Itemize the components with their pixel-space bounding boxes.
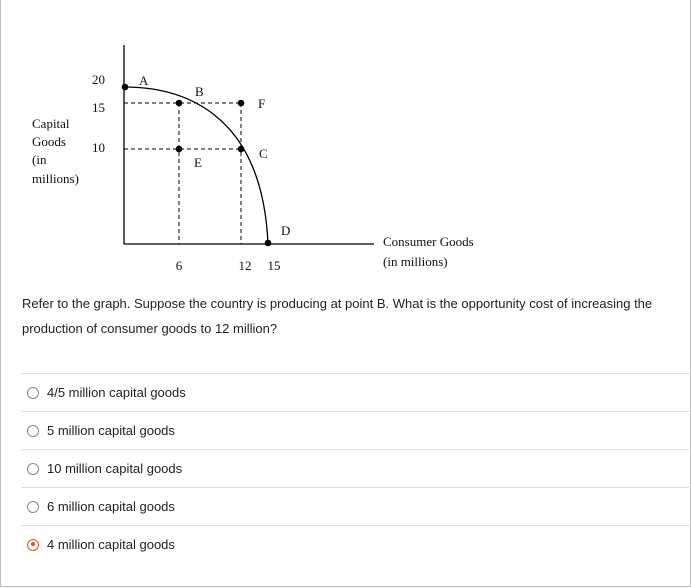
answer-option[interactable] bbox=[21, 449, 691, 487]
x-axis-label: Consumer Goods bbox=[383, 234, 474, 249]
answer-option[interactable] bbox=[21, 525, 691, 563]
point-e-dot bbox=[176, 146, 183, 153]
point-label-f: F bbox=[258, 96, 266, 111]
y-tick-label: 10 bbox=[92, 140, 105, 155]
answer-option[interactable] bbox=[21, 373, 691, 411]
question-text: Refer to the graph. Suppose the country is producing at point B. What is the opportunity cost of increasing the production of consumer goods to 12 million? bbox=[22, 296, 653, 336]
point-label-b: B bbox=[195, 84, 204, 99]
point-label-a: A bbox=[139, 73, 149, 88]
radio-button[interactable] bbox=[27, 539, 39, 551]
x-tick-label: 12 bbox=[238, 258, 252, 273]
point-label-d: D bbox=[281, 223, 291, 238]
answer-option-label: 6 million capital goods bbox=[47, 499, 175, 514]
y-axis-label: Capital bbox=[32, 116, 70, 131]
radio-button[interactable] bbox=[27, 463, 39, 475]
y-tick-label: 20 bbox=[92, 72, 105, 87]
y-axis-label: millions) bbox=[32, 171, 79, 186]
x-tick-label: 15 bbox=[267, 258, 281, 273]
y-axis-label: (in bbox=[32, 152, 47, 167]
answer-option-label: 4 million capital goods bbox=[47, 537, 175, 552]
point-label-e: E bbox=[194, 155, 202, 170]
answer-option-label: 10 million capital goods bbox=[47, 461, 183, 476]
answer-option-label: 4/5 million capital goods bbox=[47, 385, 186, 400]
point-c-dot bbox=[238, 146, 245, 153]
radio-button[interactable] bbox=[27, 425, 39, 437]
point-f-dot bbox=[238, 100, 245, 107]
radio-button[interactable] bbox=[27, 387, 39, 399]
radio-button[interactable] bbox=[27, 501, 39, 513]
x-axis-label: (in millions) bbox=[383, 254, 448, 269]
answer-option[interactable] bbox=[21, 487, 691, 525]
ppf-graph bbox=[0, 0, 691, 290]
guide-lines bbox=[124, 103, 241, 244]
point-d-dot bbox=[265, 240, 272, 247]
point-a-dot bbox=[122, 84, 129, 91]
answer-options bbox=[21, 373, 691, 563]
x-tick-label: 6 bbox=[175, 258, 183, 273]
y-axis-label: Goods bbox=[32, 134, 66, 149]
point-b-dot bbox=[176, 100, 183, 107]
answer-option[interactable] bbox=[21, 411, 691, 449]
point-label-c: C bbox=[259, 146, 268, 161]
answer-option-label: 5 million capital goods bbox=[47, 423, 175, 438]
y-tick-label: 15 bbox=[92, 100, 105, 115]
